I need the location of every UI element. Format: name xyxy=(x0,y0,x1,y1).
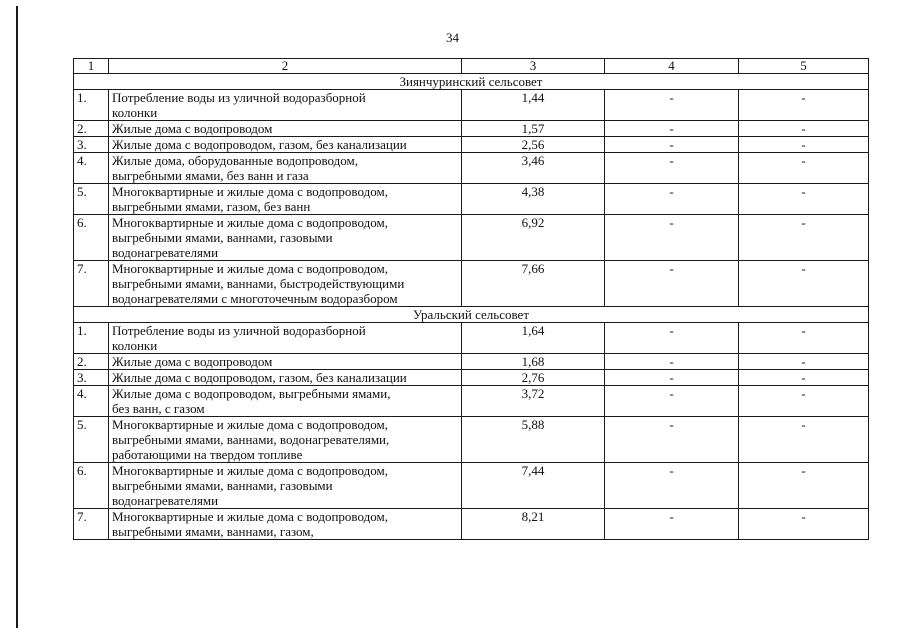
row-col5: - xyxy=(739,184,869,215)
row-value: 7,66 xyxy=(462,261,605,307)
header-row xyxy=(74,59,869,74)
table-row xyxy=(74,354,869,370)
description-line: Жилые дома с водопроводом, газом, без канализации xyxy=(112,137,407,152)
row-value: 6,92 xyxy=(462,215,605,261)
description-line: выгребными ямами, ваннами, газовыми xyxy=(112,230,333,245)
header-cell-col4: 4 xyxy=(605,59,739,74)
description-line: водонагревателями xyxy=(112,245,219,260)
description-line: Жилые дома с водопроводом xyxy=(112,121,273,136)
row-number: 5. xyxy=(74,417,109,463)
left-margin-line xyxy=(16,6,18,628)
description-line: Многоквартирные и жилые дома с водопроводом, xyxy=(112,215,388,230)
row-col5: - xyxy=(739,261,869,307)
row-col4: - xyxy=(605,121,739,137)
table-row xyxy=(74,509,869,540)
description-line: Жилые дома с водопроводом xyxy=(112,354,273,369)
row-number: 4. xyxy=(74,153,109,184)
row-number: 1. xyxy=(74,323,109,354)
row-value: 1,44 xyxy=(462,90,605,121)
row-value: 2,56 xyxy=(462,137,605,153)
row-col5: - xyxy=(739,386,869,417)
description-line: Многоквартирные и жилые дома с водопроводом, xyxy=(112,184,388,199)
row-description xyxy=(109,153,462,184)
row-col5: - xyxy=(739,463,869,509)
row-col5: - xyxy=(739,370,869,386)
row-value: 2,76 xyxy=(462,370,605,386)
row-number: 2. xyxy=(74,354,109,370)
row-col5: - xyxy=(739,137,869,153)
row-description xyxy=(109,386,462,417)
row-value: 3,72 xyxy=(462,386,605,417)
row-col4: - xyxy=(605,323,739,354)
description-line: выгребными ямами, ваннами, газом, xyxy=(112,524,314,539)
table-row xyxy=(74,153,869,184)
row-value: 1,68 xyxy=(462,354,605,370)
row-description xyxy=(109,354,462,370)
row-description xyxy=(109,215,462,261)
description-line: выгребными ямами, без ванн и газа xyxy=(112,168,309,183)
row-value: 1,57 xyxy=(462,121,605,137)
table-body xyxy=(74,59,869,540)
row-number: 7. xyxy=(74,509,109,540)
description-line: выгребными ямами, ваннами, газовыми xyxy=(112,478,333,493)
row-col4: - xyxy=(605,463,739,509)
header-cell-col1: 1 xyxy=(74,59,109,74)
row-col4: - xyxy=(605,417,739,463)
row-col5: - xyxy=(739,215,869,261)
row-col4: - xyxy=(605,354,739,370)
table-row xyxy=(74,261,869,307)
row-description xyxy=(109,184,462,215)
table-row xyxy=(74,121,869,137)
description-line: Многоквартирные и жилые дома с водопроводом, xyxy=(112,417,388,432)
row-number: 4. xyxy=(74,386,109,417)
section-row xyxy=(74,74,869,90)
table-row xyxy=(74,417,869,463)
row-col5: - xyxy=(739,354,869,370)
description-line: Многоквартирные и жилые дома с водопроводом, xyxy=(112,261,388,276)
description-line: Потребление воды из уличной водоразборной xyxy=(112,323,366,338)
description-line: Многоквартирные и жилые дома с водопроводом, xyxy=(112,463,388,478)
section-title: Уральский сельсовет xyxy=(74,307,869,323)
row-col4: - xyxy=(605,370,739,386)
row-col5: - xyxy=(739,121,869,137)
header-cell-col2: 2 xyxy=(109,59,462,74)
description-line: работающими на твердом топливе xyxy=(112,447,303,462)
row-number: 6. xyxy=(74,215,109,261)
row-number: 3. xyxy=(74,370,109,386)
row-col4: - xyxy=(605,137,739,153)
tariff-table xyxy=(73,58,869,540)
table-row xyxy=(74,215,869,261)
row-col4: - xyxy=(605,90,739,121)
description-line: без ванн, с газом xyxy=(112,401,205,416)
table-row xyxy=(74,386,869,417)
row-col4: - xyxy=(605,153,739,184)
table-row xyxy=(74,370,869,386)
header-cell-col3: 3 xyxy=(462,59,605,74)
row-description xyxy=(109,121,462,137)
description-line: водонагревателями xyxy=(112,493,219,508)
description-line: Многоквартирные и жилые дома с водопроводом, xyxy=(112,509,388,524)
description-line: Потребление воды из уличной водоразборной xyxy=(112,90,366,105)
table-row xyxy=(74,137,869,153)
description-line: Жилые дома с водопроводом, выгребными ямами, xyxy=(112,386,391,401)
row-description xyxy=(109,90,462,121)
header-cell-col5: 5 xyxy=(739,59,869,74)
description-line: выгребными ямами, ваннами, водонагревателями, xyxy=(112,432,390,447)
description-line: выгребными ямами, газом, без ванн xyxy=(112,199,311,214)
description-line: колонки xyxy=(112,338,158,353)
row-number: 7. xyxy=(74,261,109,307)
table-row xyxy=(74,90,869,121)
description-line: Жилые дома, оборудованные водопроводом, xyxy=(112,153,359,168)
row-col4: - xyxy=(605,386,739,417)
row-col5: - xyxy=(739,153,869,184)
row-col5: - xyxy=(739,323,869,354)
page-number: 34 xyxy=(446,30,459,45)
row-col5: - xyxy=(739,417,869,463)
row-value: 1,64 xyxy=(462,323,605,354)
row-description xyxy=(109,137,462,153)
row-value: 8,21 xyxy=(462,509,605,540)
row-description xyxy=(109,323,462,354)
row-col4: - xyxy=(605,215,739,261)
row-number: 2. xyxy=(74,121,109,137)
row-col4: - xyxy=(605,261,739,307)
row-col5: - xyxy=(739,509,869,540)
row-value: 4,38 xyxy=(462,184,605,215)
row-col5: - xyxy=(739,90,869,121)
description-line: колонки xyxy=(112,105,158,120)
row-number: 5. xyxy=(74,184,109,215)
row-number: 6. xyxy=(74,463,109,509)
row-description xyxy=(109,417,462,463)
row-value: 7,44 xyxy=(462,463,605,509)
description-line: Жилые дома с водопроводом, газом, без канализации xyxy=(112,370,407,385)
row-description xyxy=(109,463,462,509)
row-col4: - xyxy=(605,509,739,540)
section-row xyxy=(74,307,869,323)
section-title: Зиянчуринский сельсовет xyxy=(74,74,869,90)
row-description xyxy=(109,509,462,540)
table-row xyxy=(74,463,869,509)
table-row xyxy=(74,323,869,354)
row-description xyxy=(109,261,462,307)
description-line: водонагревателями с многоточечным водоразбором xyxy=(112,291,398,306)
row-description xyxy=(109,370,462,386)
description-line: выгребными ямами, ваннами, быстродействующими xyxy=(112,276,405,291)
row-col4: - xyxy=(605,184,739,215)
table-row xyxy=(74,184,869,215)
row-value: 3,46 xyxy=(462,153,605,184)
row-number: 3. xyxy=(74,137,109,153)
row-value: 5,88 xyxy=(462,417,605,463)
row-number: 1. xyxy=(74,90,109,121)
